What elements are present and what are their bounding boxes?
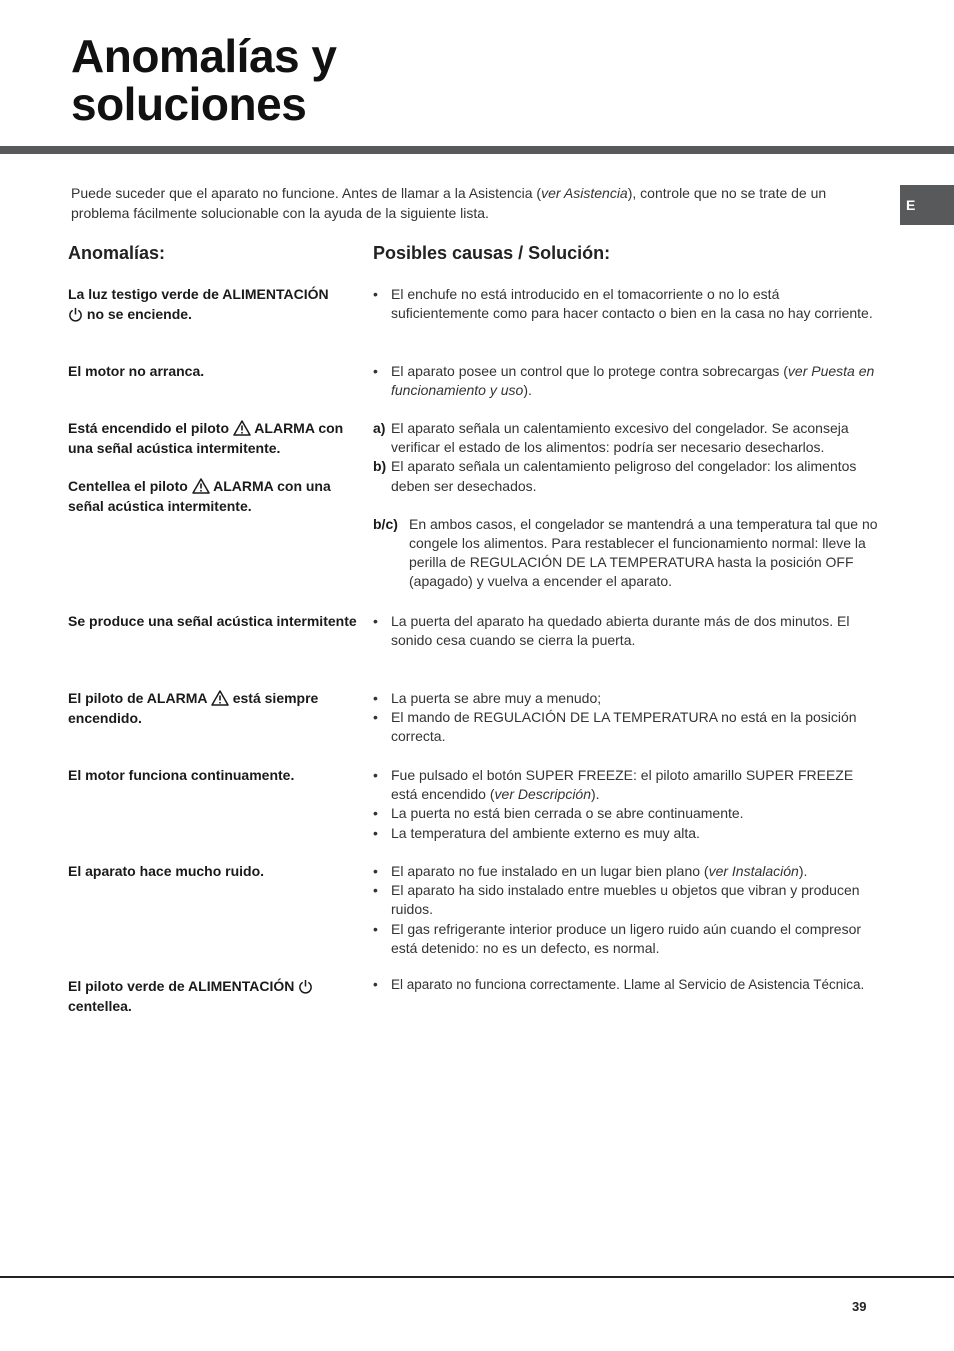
list-item: • El aparato posee un control que lo protege contra sobrecargas (ver Puesta en funcionamiento y uso). (373, 362, 878, 400)
causes-heading: Posibles causas / Solución: (373, 243, 611, 263)
page-number: 39 (852, 1299, 867, 1314)
list-item: • Fue pulsado el botón SUPER FREEZE: el piloto amarillo SUPER FREEZE está encendido (ver Descripción). (373, 766, 878, 804)
solution-motor-not-start (373, 362, 878, 400)
page-title (71, 32, 337, 128)
title-line-2: soluciones (71, 78, 307, 130)
anomaly-alarm-always-on: El piloto de ALARMA está siempre encendido. (68, 690, 319, 726)
solution-motor-continuous (373, 766, 878, 843)
warning-triangle-icon (233, 420, 251, 436)
list-item: • La puerta se abre muy a menudo; (373, 689, 878, 708)
list-item: • El enchufe no está introducido en el tomacorriente o no lo está suficientemente como para hacer contacto o bien en la casa no hay corriente. (373, 285, 878, 323)
list-item: • El aparato no funciona correctamente. Llame al Servicio de Asistencia Técnica. (373, 977, 878, 994)
anomaly-noise: El aparato hace mucho ruido. (68, 863, 265, 879)
solution-noise (373, 862, 878, 958)
power-icon (68, 307, 83, 322)
anomalies-heading: Anomalías: (68, 243, 166, 263)
anomaly-power-light-off: La luz testigo verde de ALIMENTACIÓN no se enciende. (68, 286, 329, 322)
anomaly-alarm-flashing: Centellea el piloto ALARMA con una señal acústica intermitente. (68, 478, 331, 514)
footer-divider (0, 1276, 954, 1278)
language-tab: E (900, 185, 954, 225)
power-icon (298, 979, 313, 994)
anomaly-motor-not-start: El motor no arranca. (68, 363, 205, 379)
solution-alarm (373, 419, 878, 592)
title-divider (0, 146, 954, 154)
list-item: • El mando de REGULACIÓN DE LA TEMPERATURA no está en la posición correcta. (373, 708, 878, 746)
list-item: • El aparato ha sido instalado entre muebles u objetos que vibran y producen ruidos. (373, 881, 878, 919)
title-line-1: Anomalías y (71, 30, 337, 82)
warning-triangle-icon (211, 690, 229, 706)
solution-power-light-flashing (373, 977, 878, 994)
list-item: a) El aparato señala un calentamiento excesivo del congelador. Se aconseja verificar el estado de los alimentos: podría ser necesario desecharlos. (373, 420, 849, 456)
list-item: • La puerta del aparato ha quedado abierta durante más de dos minutos. El sonido cesa cuando se cierra la puerta. (373, 612, 878, 650)
anomaly-acoustic-signal: Se produce una señal acústica intermitente (68, 613, 357, 629)
list-item: • El aparato no fue instalado en un lugar bien plano (ver Instalación). (373, 862, 878, 881)
solution-power-light-off (373, 285, 878, 323)
anomaly-alarm-on: Está encendido el piloto ALARMA con una señal acústica intermitente. (68, 420, 344, 456)
solution-alarm-always-on (373, 689, 878, 747)
intro-paragraph: Puede suceder que el aparato no funcione. Antes de llamar a la Asistencia (ver Asistencia), controle que no se trate de un problema fácilmente solucionable con la ayuda de la siguiente lista. (71, 185, 827, 221)
list-item: • La temperatura del ambiente externo es muy alta. (373, 824, 878, 843)
anomaly-motor-continuous: El motor funciona continuamente. (68, 767, 295, 783)
warning-triangle-icon (192, 478, 210, 494)
anomaly-power-light-flashing: El piloto verde de ALIMENTACIÓN centellea. (68, 977, 360, 1016)
list-item: • La puerta no está bien cerrada o se abre continuamente. (373, 804, 878, 823)
intro-reference: ver Asistencia (541, 185, 628, 201)
solution-acoustic-signal (373, 612, 878, 650)
list-item: b/c) En ambos casos, el congelador se mantendrá a una temperatura tal que no congele los alimentos. Para restablecer el funcionamiento normal: lleve la perilla de REGULACIÓN DE LA TEMPERATURA hasta la posición OFF (apagado) y vuelva a encender el aparato. (373, 515, 878, 590)
list-item: b) El aparato señala un calentamiento peligroso del congelador: los alimentos deben ser desechados. (373, 458, 857, 494)
list-item: • El gas refrigerante interior produce un ligero ruido aún cuando el compresor está detenido: no es un defecto, es normal. (373, 920, 878, 958)
